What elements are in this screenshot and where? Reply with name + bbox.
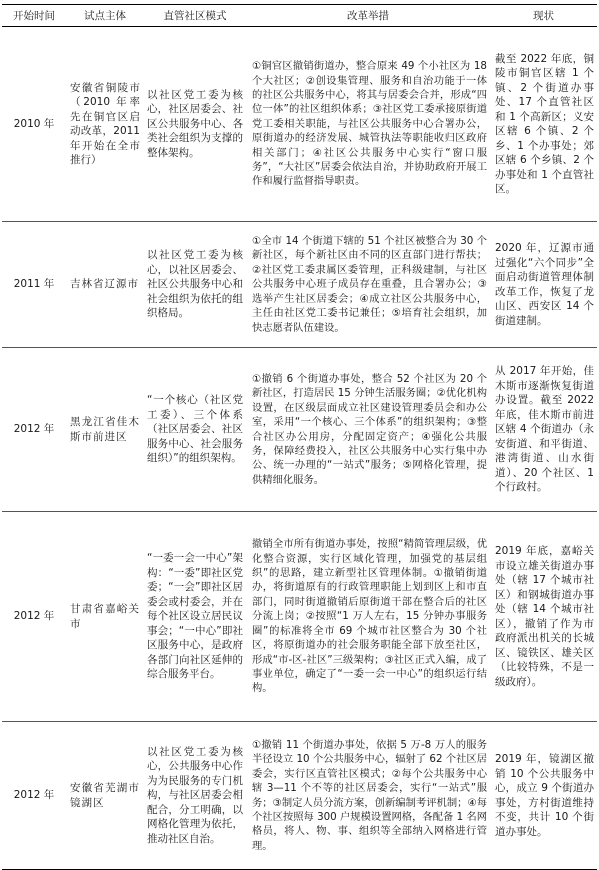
cell-current-status: 2019 年底，嘉峪关市设立雄关街道办事处（辖 17 个城市社区）和钢城街道办事处（辖 14 个城市社区），撤销了作为市政府派出机关的长城区、镜铁区、雄关区（比较特殊，不是一级政府）。 (490, 512, 597, 722)
cell-start-time: 2012 年 (2, 512, 66, 722)
cell-current-status: 从 2017 年开始，佳木斯市逐渐恢复街道办设置。截至 2022 年底，佳木斯市前进区辖 4 个街道办（永安街道、和平街道、港湾街道、山水街道）、20 个社区、1 个行政村。 (490, 348, 597, 512)
cell-start-time: 2012 年 (2, 722, 66, 870)
cell-pilot-subject: 甘肃省嘉峪关市 (66, 512, 144, 722)
table-row (2, 512, 597, 722)
cell-reform-measures: 撤销全市所有街道办事处，按照“精简管理层级，优化整合资源，实行区域化管理，加强党的基层组织”的思路，建立新型社区管理体制。①撤销街道办，将街道原有的行政管理职能上划到区上和市直部门，同时街道撤销后原街道干部在整合后的社区分流上岗；②按照“1 万人左右，15 分钟办事服务圈”的标准将全市 69 个城市社区整合为 30 个社区，将原街道办的社会服务职能全部下放至社区，形成“市-区-社区”三级架构；③社区正式入编，成了事业单位，确定了“一委一会一中心”的组织运行结构。 (246, 512, 490, 722)
cell-community-model: “一委一会一中心”架构：“一委”即社区党委；“一会”即社区居委会或村委会，并在每个社区设立居民议事会；“一中心”即社区服务中心，是政府各部门向社区延伸的综合服务平台。 (144, 512, 246, 722)
cell-pilot-subject: 安徽省铜陵市（2010 年率先在铜官区启动改革，2011 年开始在全市推行） (66, 27, 144, 222)
cell-start-time: 2012 年 (2, 348, 66, 512)
table-row (2, 348, 597, 512)
cell-reform-measures: ①铜官区撤销街道办，整合原来 49 个小社区为 18 个大社区；②创设集管理、服务和自治功能于一体的社区公共服务中心，将其与居委会合并，形成“四位一体”的社区组织体系；③社区党工委承接原街道党工委相关职能，与社区公共服务中心合署办公，原街道办的经济发展、城管执法等职能收归区政府相关部门；④社区公共服务中心实行“窗口服务”，“大社区”居委会依法自治，并协助政府开展工作和履行监督指导职责。 (246, 27, 490, 222)
cell-community-model: 以社区党工委为核心，社区居委会、社区公共服务中心、各类社会组织为支撑的整体架构。 (144, 27, 246, 222)
header-community-model: 直管社区模式 (144, 5, 246, 27)
table-row (2, 722, 597, 870)
table-header-row (2, 5, 597, 27)
cell-pilot-subject: 吉林省辽源市 (66, 222, 144, 348)
cell-community-model: “一个核心（社区党工委）、三个体系（社区居委会、社区服务中心、社会服务组织）”的组织架构。 (144, 348, 246, 512)
header-pilot-subject: 试点主体 (66, 5, 144, 27)
cell-reform-measures: ①全市 14 个街道下辖的 51 个社区被整合为 30 个新社区，每个新社区由不同的区直部门进行帮扶；②社区党工委隶属区委管理，正科级建制，与社区公共服务中心班子成员存在重叠，且合署办公；③选举产生社区居委会；④成立社区公共服务中心，主任由社区党工委书记兼任；⑤培育社会组织，加快志愿者队伍建设。 (246, 222, 490, 348)
cell-community-model: 以社区党工委为核心，公共服务中心作为为民服务的专门机构，与社区居委会相配合，分工明确，以网格化管理为依托，推动社区自治。 (144, 722, 246, 870)
cell-pilot-subject: 安徽省芜湖市镜湖区 (66, 722, 144, 870)
table-row (2, 222, 597, 348)
cell-community-model: 以社区党工委为核心，以社区居委会、社区公共服务中心和社会组织为依托的组织格局。 (144, 222, 246, 348)
cell-current-status: 2019 年，镜湖区撤销 10 个公共服务中心，成立 9 个街道办事处，方村街道维持不变，共计 10 个街道办事处。 (490, 722, 597, 870)
table-row (2, 27, 597, 222)
cell-pilot-subject: 黑龙江省佳木斯市前进区 (66, 348, 144, 512)
cell-current-status: 截至 2022 年底，铜陵市铜官区辖 1 个镇、2 个街道办事处、17 个直管社区和 1 个高新区；义安区辖 6 个镇、2 个乡、1 个办事处；郊区辖 6 个乡镇、2 个办事处和 1 个直管社区。 (490, 27, 597, 222)
header-reform-measures: 改革举措 (246, 5, 490, 27)
header-current-status: 现状 (490, 5, 597, 27)
cell-start-time: 2010 年 (2, 27, 66, 222)
cell-reform-measures: ①撤销 6 个街道办事处，整合 52 个社区为 20 个新社区，打造居民 15 分钟生活服务圈；②优化机构设置，在区级层面成立社区建设管理委员会和办公室，采用“一个核心、三个体系”的组织架构；③整合社区办公用房，分配固定资产；④强化公共服务，保障经费投入，社区公共服务中心实行集中办公、统一办理的“一站式”服务；⑤网格化管理，提供精细化服务。 (246, 348, 490, 512)
reform-comparison-table (2, 4, 597, 870)
cell-reform-measures: ①撤销 11 个街道办事处，依据 5 万-8 万人的服务半径设立 10 个公共服务中心，辐射了 62 个社区居委会，实行区直管社区模式；②每个公共服务中心辖 3—11 个不等的社区居委会，实行“一站式”服务；③制定人员分流方案，创新编制考评机制；④每个社区按照每 300 户规模设置网格，各配备 1 名网格员，将人、物、事、组织等全部纳入网格进行管理。 (246, 722, 490, 870)
cell-current-status: 2020 年，辽源市通过强化“六个同步”全面启动街道管理体制改革工作，恢复了龙山区、西安区 14 个街道建制。 (490, 222, 597, 348)
cell-start-time: 2011 年 (2, 222, 66, 348)
header-start-time: 开始时间 (2, 5, 66, 27)
